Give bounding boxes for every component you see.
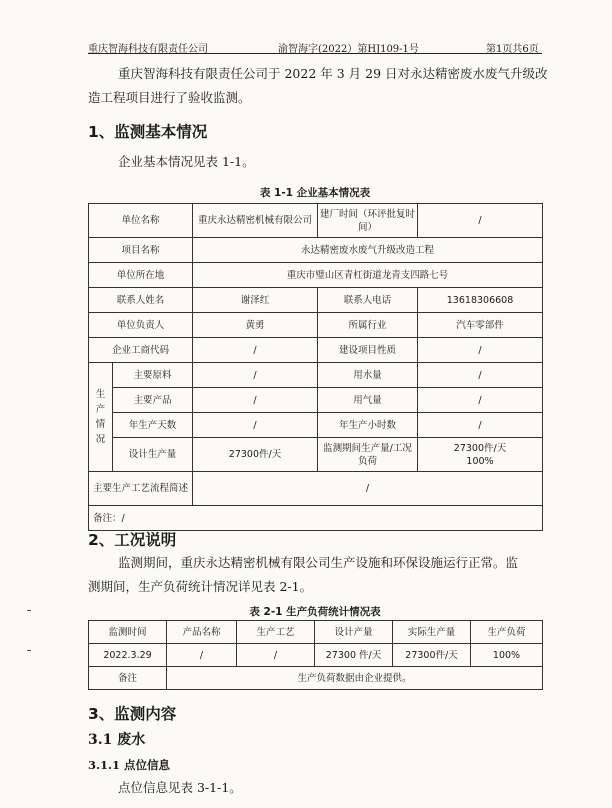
actual-output: 27300件/天 bbox=[453, 442, 507, 454]
cell-label: 联系人电话 bbox=[318, 288, 418, 313]
table-row bbox=[89, 506, 543, 531]
section-3-1-1-title: 3.1.1 点位信息 bbox=[88, 758, 171, 772]
group-char: 情 bbox=[95, 419, 106, 430]
group-char: 况 bbox=[95, 434, 106, 445]
column-header: 产品名称 bbox=[167, 621, 237, 644]
cell-value: 重庆市璧山区青杠街道龙青支四路七号 bbox=[193, 263, 543, 288]
table-row bbox=[89, 388, 543, 413]
table-row bbox=[89, 413, 543, 438]
table-cell: 27300 件/天 bbox=[315, 644, 393, 667]
scan-mark bbox=[27, 650, 31, 651]
cell-label: 建厂时间（环评批复时间） bbox=[318, 204, 418, 238]
header-doc-number: 渝智海字(2022）第HJ109-1号 bbox=[278, 44, 419, 55]
cell-value: / bbox=[418, 338, 543, 363]
section-2-title: 2、工况说明 bbox=[88, 531, 177, 549]
group-char: 生 bbox=[95, 389, 106, 400]
cell-value: / bbox=[193, 413, 318, 438]
cell-value: 27300件/天 bbox=[193, 438, 318, 472]
table-cell: 100% bbox=[471, 644, 543, 667]
section-1-text: 企业基本情况见表 1-1。 bbox=[118, 154, 255, 169]
table-row bbox=[89, 288, 543, 313]
column-header: 实际生产量 bbox=[393, 621, 471, 644]
column-header: 生产负荷 bbox=[471, 621, 543, 644]
header-rule bbox=[88, 53, 542, 54]
section-3-text: 点位信息见表 3-1-1。 bbox=[118, 780, 242, 795]
cell-value: / bbox=[193, 388, 318, 413]
cell-value: 永达精密废水废气升级改造工程 bbox=[193, 238, 543, 263]
cell-label: 年生产天数 bbox=[113, 413, 193, 438]
cell-label: 单位所在地 bbox=[89, 263, 193, 288]
header-page-number: 第1页共6页 bbox=[486, 44, 539, 55]
cell-value bbox=[418, 438, 543, 472]
table-cell: 2022.3.29 bbox=[89, 644, 167, 667]
table-1-1 bbox=[88, 203, 543, 531]
cell-label: 所属行业 bbox=[318, 313, 418, 338]
table-row bbox=[89, 644, 543, 667]
cell-label: 主要生产工艺流程简述 bbox=[89, 472, 193, 506]
cell-label: 监测期间生产量/工况负荷 bbox=[318, 438, 418, 472]
table-row bbox=[89, 338, 543, 363]
table-row bbox=[89, 363, 543, 388]
cell-label: 企业工商代码 bbox=[89, 338, 193, 363]
section-1-title: 1、监测基本情况 bbox=[88, 123, 208, 141]
cell-value: / bbox=[193, 472, 543, 506]
group-char: 产 bbox=[95, 404, 106, 415]
section-2-line-1: 监测期间，重庆永达精密机械有限公司生产设施和环保设施运行正常。监 bbox=[118, 555, 519, 570]
cell-value: 重庆永达精密机械有限公司 bbox=[193, 204, 318, 238]
table-row bbox=[89, 238, 543, 263]
table-row bbox=[89, 472, 543, 506]
cell-value: / bbox=[193, 338, 318, 363]
table-1-1-caption: 表 1-1 企业基本情况表 bbox=[259, 187, 371, 199]
section-2-line-2: 测期间，生产负荷统计情况详见表 2-1。 bbox=[88, 579, 313, 594]
cell-label: 用水量 bbox=[318, 363, 418, 388]
cell-label: 单位名称 bbox=[89, 204, 193, 238]
table-row bbox=[89, 438, 543, 472]
table-2-1-caption: 表 2-1 生产负荷统计情况表 bbox=[249, 606, 381, 618]
cell-label: 项目名称 bbox=[89, 238, 193, 263]
cell-value: / bbox=[193, 363, 318, 388]
cell-label: 年生产小时数 bbox=[318, 413, 418, 438]
table-row bbox=[89, 204, 543, 238]
table-cell: / bbox=[167, 644, 237, 667]
table-2-1 bbox=[88, 620, 543, 690]
column-header: 设计产量 bbox=[315, 621, 393, 644]
cell-label: 主要产品 bbox=[113, 388, 193, 413]
cell-value: 汽车零部件 bbox=[418, 313, 543, 338]
table-row bbox=[89, 313, 543, 338]
cell-value: 13618306608 bbox=[418, 288, 543, 313]
cell-label: 联系人姓名 bbox=[89, 288, 193, 313]
table-row bbox=[89, 263, 543, 288]
load-percent: 100% bbox=[466, 455, 494, 467]
column-header: 监测时间 bbox=[89, 621, 167, 644]
note-text: 生产负荷数据由企业提供。 bbox=[167, 667, 543, 690]
table-cell: / bbox=[237, 644, 315, 667]
table-note: 备注：/ bbox=[89, 506, 543, 531]
cell-value: / bbox=[418, 388, 543, 413]
scan-mark bbox=[27, 610, 31, 611]
table-cell: 27300件/天 bbox=[393, 644, 471, 667]
cell-label: 用气量 bbox=[318, 388, 418, 413]
cell-value: / bbox=[418, 204, 543, 238]
section-3-title: 3、监测内容 bbox=[88, 705, 177, 723]
intro-line-1: 重庆智海科技有限责任公司于 2022 年 3 月 29 日对永达精密废水废气升级改 bbox=[118, 66, 548, 81]
cell-value: 谢泽红 bbox=[193, 288, 318, 313]
cell-label: 单位负责人 bbox=[89, 313, 193, 338]
cell-value: / bbox=[418, 363, 543, 388]
table-header-row bbox=[89, 621, 543, 644]
header-company: 重庆智海科技有限责任公司 bbox=[88, 44, 208, 55]
cell-value: 黄勇 bbox=[193, 313, 318, 338]
note-label: 备注 bbox=[89, 667, 167, 690]
cell-label: 设计生产量 bbox=[113, 438, 193, 472]
cell-value: / bbox=[418, 413, 543, 438]
production-group-label bbox=[89, 363, 113, 472]
intro-line-2: 造工程项目进行了验收监测。 bbox=[88, 90, 251, 105]
cell-label: 建设项目性质 bbox=[318, 338, 418, 363]
cell-label: 主要原料 bbox=[113, 363, 193, 388]
column-header: 生产工艺 bbox=[237, 621, 315, 644]
section-3-1-title: 3.1 废水 bbox=[88, 732, 146, 748]
table-row bbox=[89, 667, 543, 690]
